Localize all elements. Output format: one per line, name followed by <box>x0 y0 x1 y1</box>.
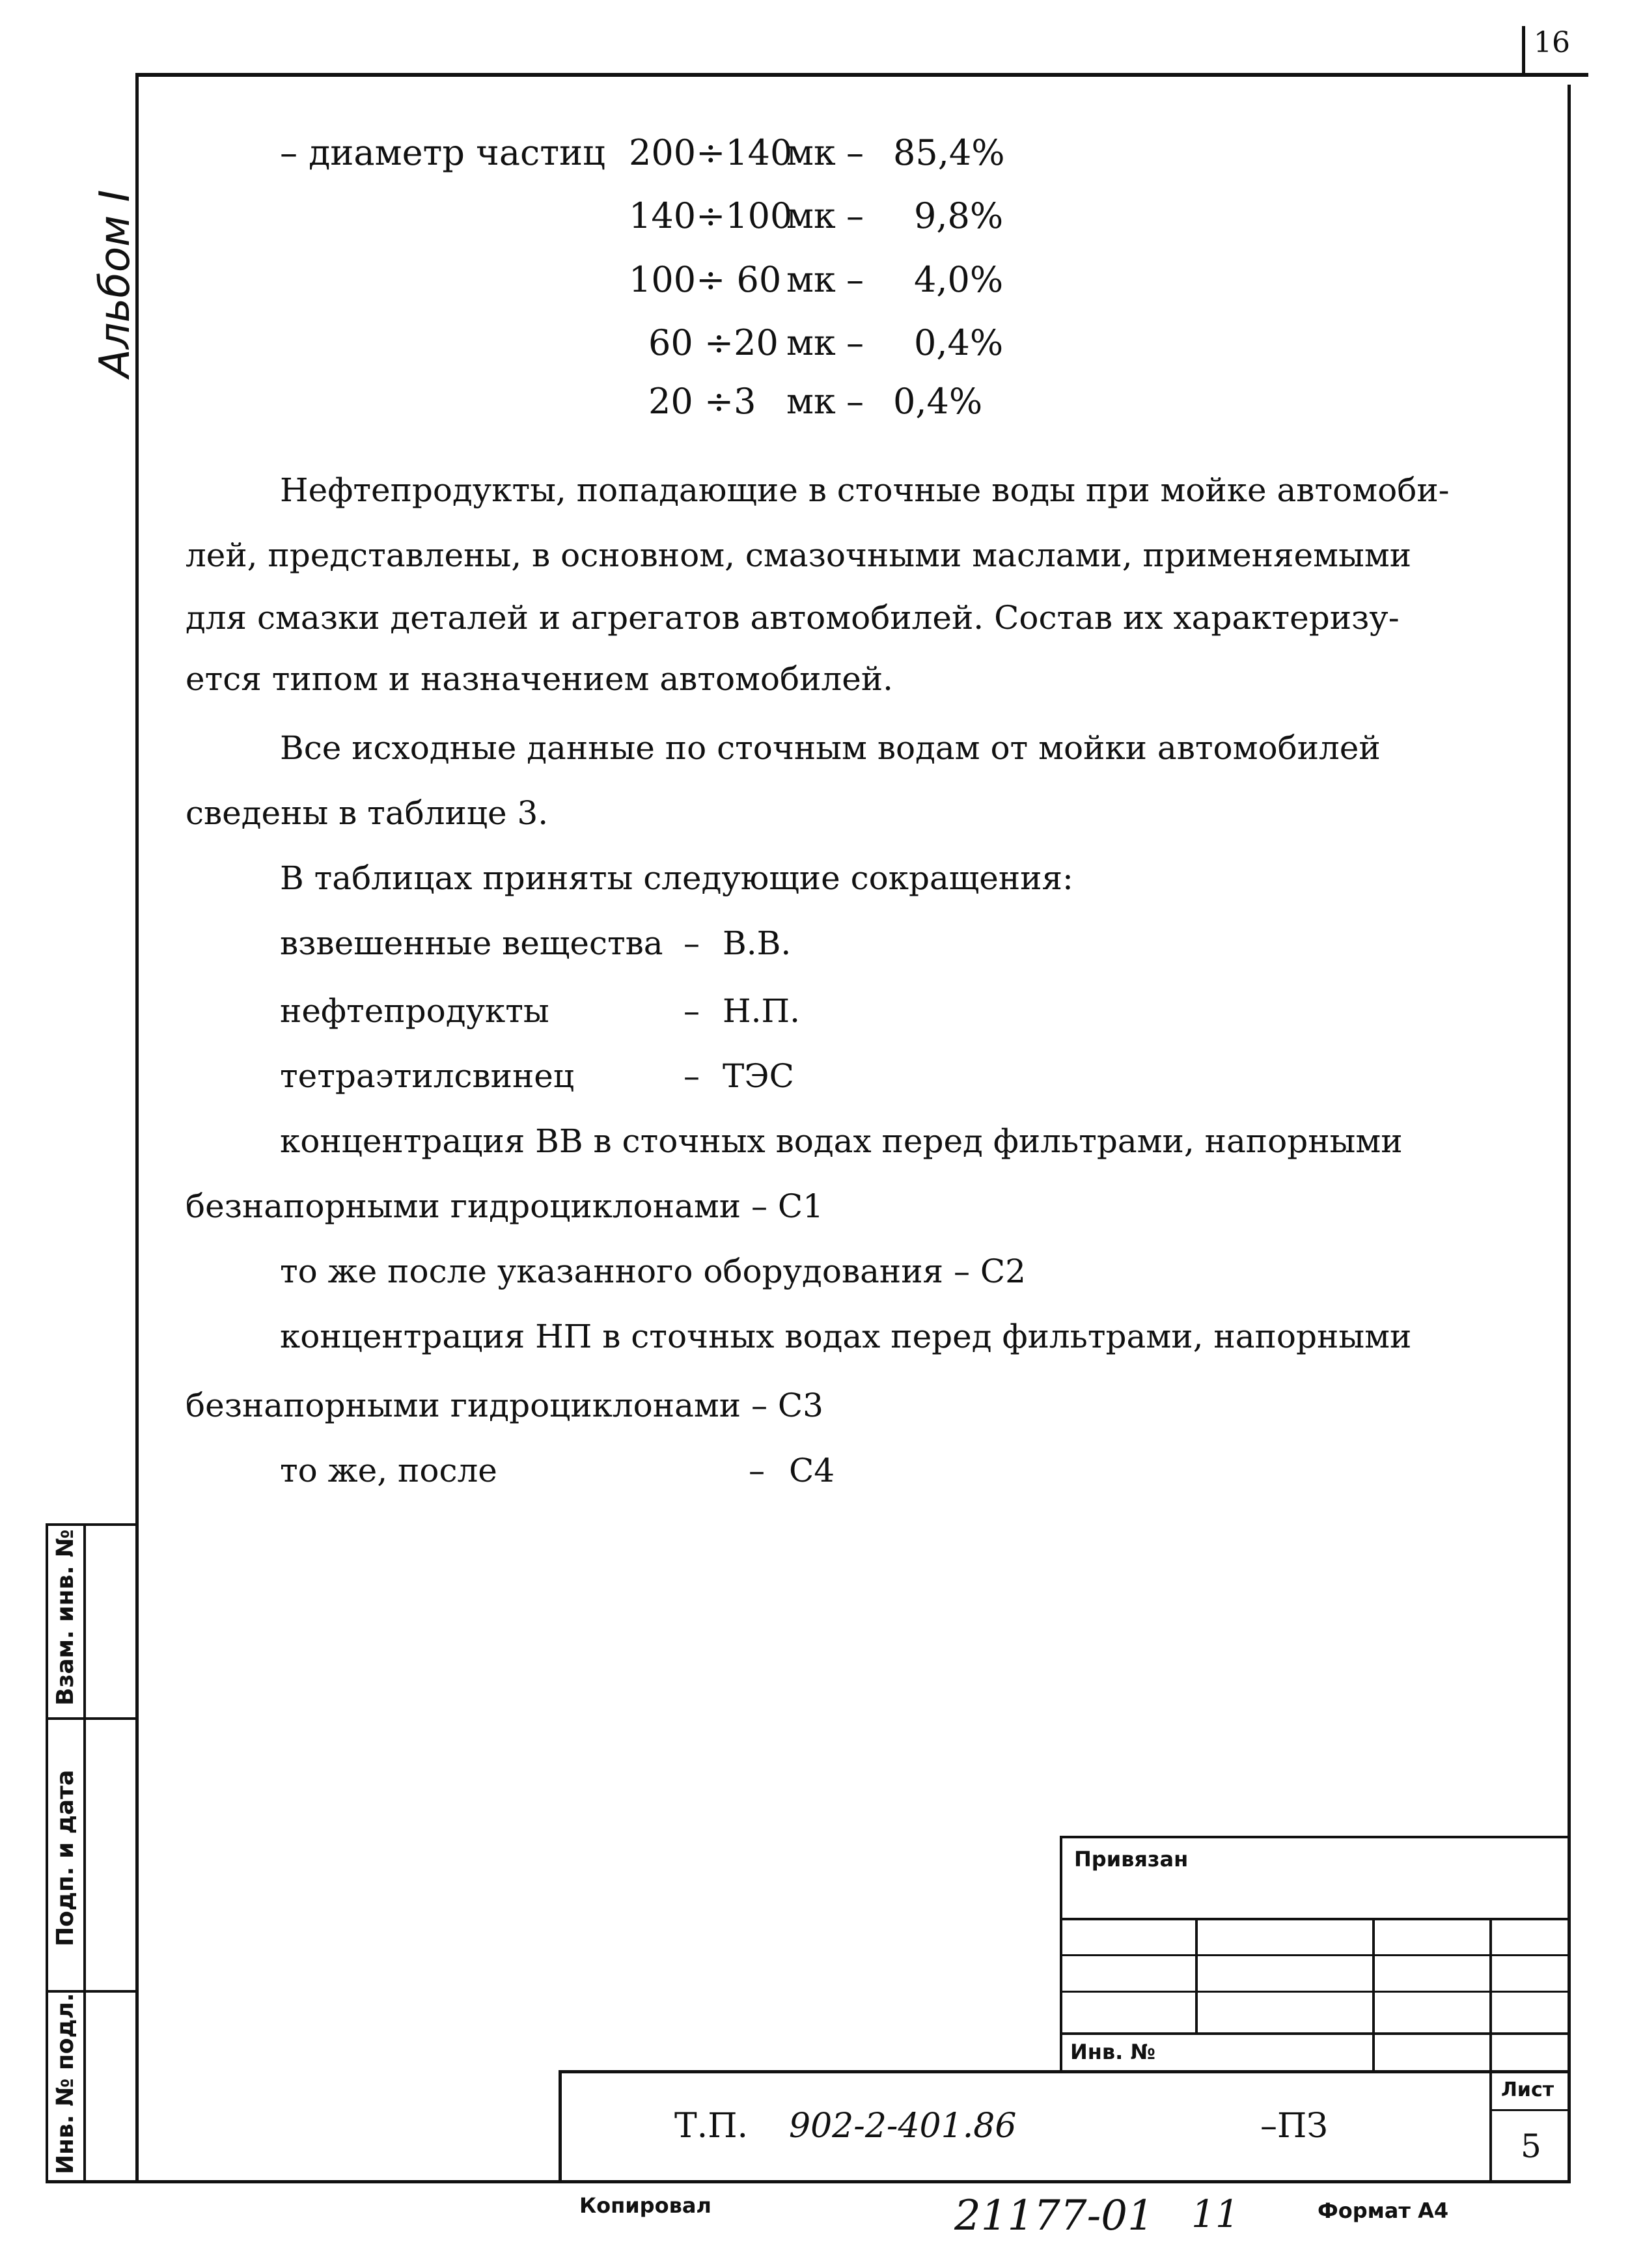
particle-dash: – <box>846 259 864 300</box>
side-stamp-top <box>46 1523 137 1526</box>
particle-range: 20 ÷3 <box>648 381 756 422</box>
doc-suffix: –ПЗ <box>1260 2107 1328 2146</box>
definition-line: то же после указанного оборудования – С2 <box>280 1252 1026 1290</box>
particle-range: 100÷ 60 <box>629 259 782 300</box>
paragraph2-line: Все исходные данные по сточным водам от мойки автомобилей <box>280 729 1381 767</box>
side-stamp-div1 <box>46 1717 137 1720</box>
particle-value: 0,4% <box>914 322 1004 363</box>
format-label: Формат А4 <box>1318 2198 1449 2223</box>
abbrev-value: ТЭС <box>723 1057 794 1095</box>
abbrev-term: тетраэтилсвинец <box>280 1057 575 1095</box>
page-corner-number: 16 <box>1534 26 1570 59</box>
paragraph1-line: лей, представлены, в основном, смазочными маслами, применяемыми <box>186 536 1412 574</box>
particle-range: 140÷100 <box>629 195 793 236</box>
inv-no-label: Инв. № <box>1070 2040 1155 2064</box>
abbrev-dash: – <box>684 924 700 962</box>
sheet-divider <box>1489 2109 1570 2111</box>
order-number: 21177-01 <box>954 2192 1154 2240</box>
title-block-left <box>559 2070 562 2183</box>
bound-label: Привязан <box>1074 1847 1189 1872</box>
frame-left <box>135 73 139 2182</box>
abbrev-intro: В таблицах приняты следующие сокращения: <box>280 859 1073 897</box>
bound-box-top <box>1060 1836 1570 1838</box>
doc-prefix: Т.П. <box>674 2107 749 2146</box>
side-stamp-left <box>46 1523 48 2182</box>
particle-dash: – <box>846 195 864 236</box>
sheet-col-left <box>1489 2070 1492 2183</box>
album-label: Альбом I <box>91 189 139 378</box>
side-stamp-div2 <box>46 1990 137 1993</box>
particle-value: 85,4% <box>893 132 1005 173</box>
particle-range: 200÷140 <box>629 132 793 173</box>
frame-top <box>135 73 1588 77</box>
bound-col-3 <box>1489 1918 1492 2071</box>
paragraph1-line: для смазки деталей и агрегатов автомобилей. Состав их характеризу- <box>186 599 1400 637</box>
order-extra: 11 <box>1191 2192 1239 2236</box>
abbrev-dash: – <box>684 992 700 1030</box>
frame-right <box>1568 85 1571 2182</box>
bound-box-left <box>1060 1836 1062 2071</box>
frame-bottom <box>46 2180 1571 2183</box>
abbrev-term: нефтепродукты <box>280 992 549 1030</box>
particles-lead: – диаметр частиц <box>280 132 605 173</box>
particle-unit: мк <box>786 132 836 173</box>
side-stamp-mid <box>83 1523 86 2182</box>
bound-row-3 <box>1060 1991 1570 1993</box>
abbrev-value: Н.П. <box>723 992 800 1030</box>
definition-line: концентрация ВВ в сточных водах перед фильтрами, напорными <box>280 1122 1403 1160</box>
inv-orig-label: Инв. № подл. <box>52 1993 79 2174</box>
particle-unit: мк <box>786 322 836 363</box>
replaced-inv-label: Взам. инв. № <box>52 1529 79 1706</box>
sign-date-label: Подп. и дата <box>52 1769 79 1946</box>
particle-dash: – <box>846 132 864 173</box>
definition-line: безнапорными гидроциклонами – С1 <box>186 1187 823 1225</box>
abbrev-dash: – <box>684 1057 700 1095</box>
particle-unit: мк <box>786 195 836 236</box>
bound-row-2 <box>1060 1954 1570 1956</box>
particle-dash: – <box>846 322 864 363</box>
abbrev-value: В.В. <box>723 924 792 962</box>
definition-line: безнапорными гидроциклонами – С3 <box>186 1387 823 1424</box>
last-def-term: то же, после <box>280 1452 497 1489</box>
paragraph2-line: сведены в таблице 3. <box>186 794 549 832</box>
definition-line: концентрация НП в сточных водах перед фильтрами, напорными <box>280 1318 1412 1355</box>
sheet-value: 5 <box>1521 2127 1541 2165</box>
corner-tick <box>1522 26 1525 77</box>
paragraph1-line: ется типом и назначением автомобилей. <box>186 660 894 698</box>
bound-col-2 <box>1372 1918 1375 2071</box>
bound-row-1 <box>1060 1918 1570 1920</box>
particle-value: 0,4% <box>893 381 983 422</box>
particle-value: 4,0% <box>914 259 1004 300</box>
title-block-top <box>559 2070 1570 2073</box>
particle-value: 9,8% <box>914 195 1004 236</box>
last-def-dash: – <box>749 1452 765 1489</box>
particle-unit: мк <box>786 381 836 422</box>
particle-unit: мк <box>786 259 836 300</box>
particle-dash: – <box>846 381 864 422</box>
doc-number: 902-2-401.86 <box>789 2107 1017 2146</box>
bound-row-4 <box>1060 2032 1570 2035</box>
particle-range: 60 ÷20 <box>648 322 779 363</box>
abbrev-term: взвешенные вещества <box>280 924 663 962</box>
sheet-label: Лист <box>1501 2079 1554 2101</box>
bound-col-1 <box>1195 1918 1198 2035</box>
last-def-value: С4 <box>789 1452 835 1489</box>
paragraph1-line: Нефтепродукты, попадающие в сточные воды при мойке автомоби- <box>280 471 1450 509</box>
copied-label: Копировал <box>579 2193 711 2218</box>
